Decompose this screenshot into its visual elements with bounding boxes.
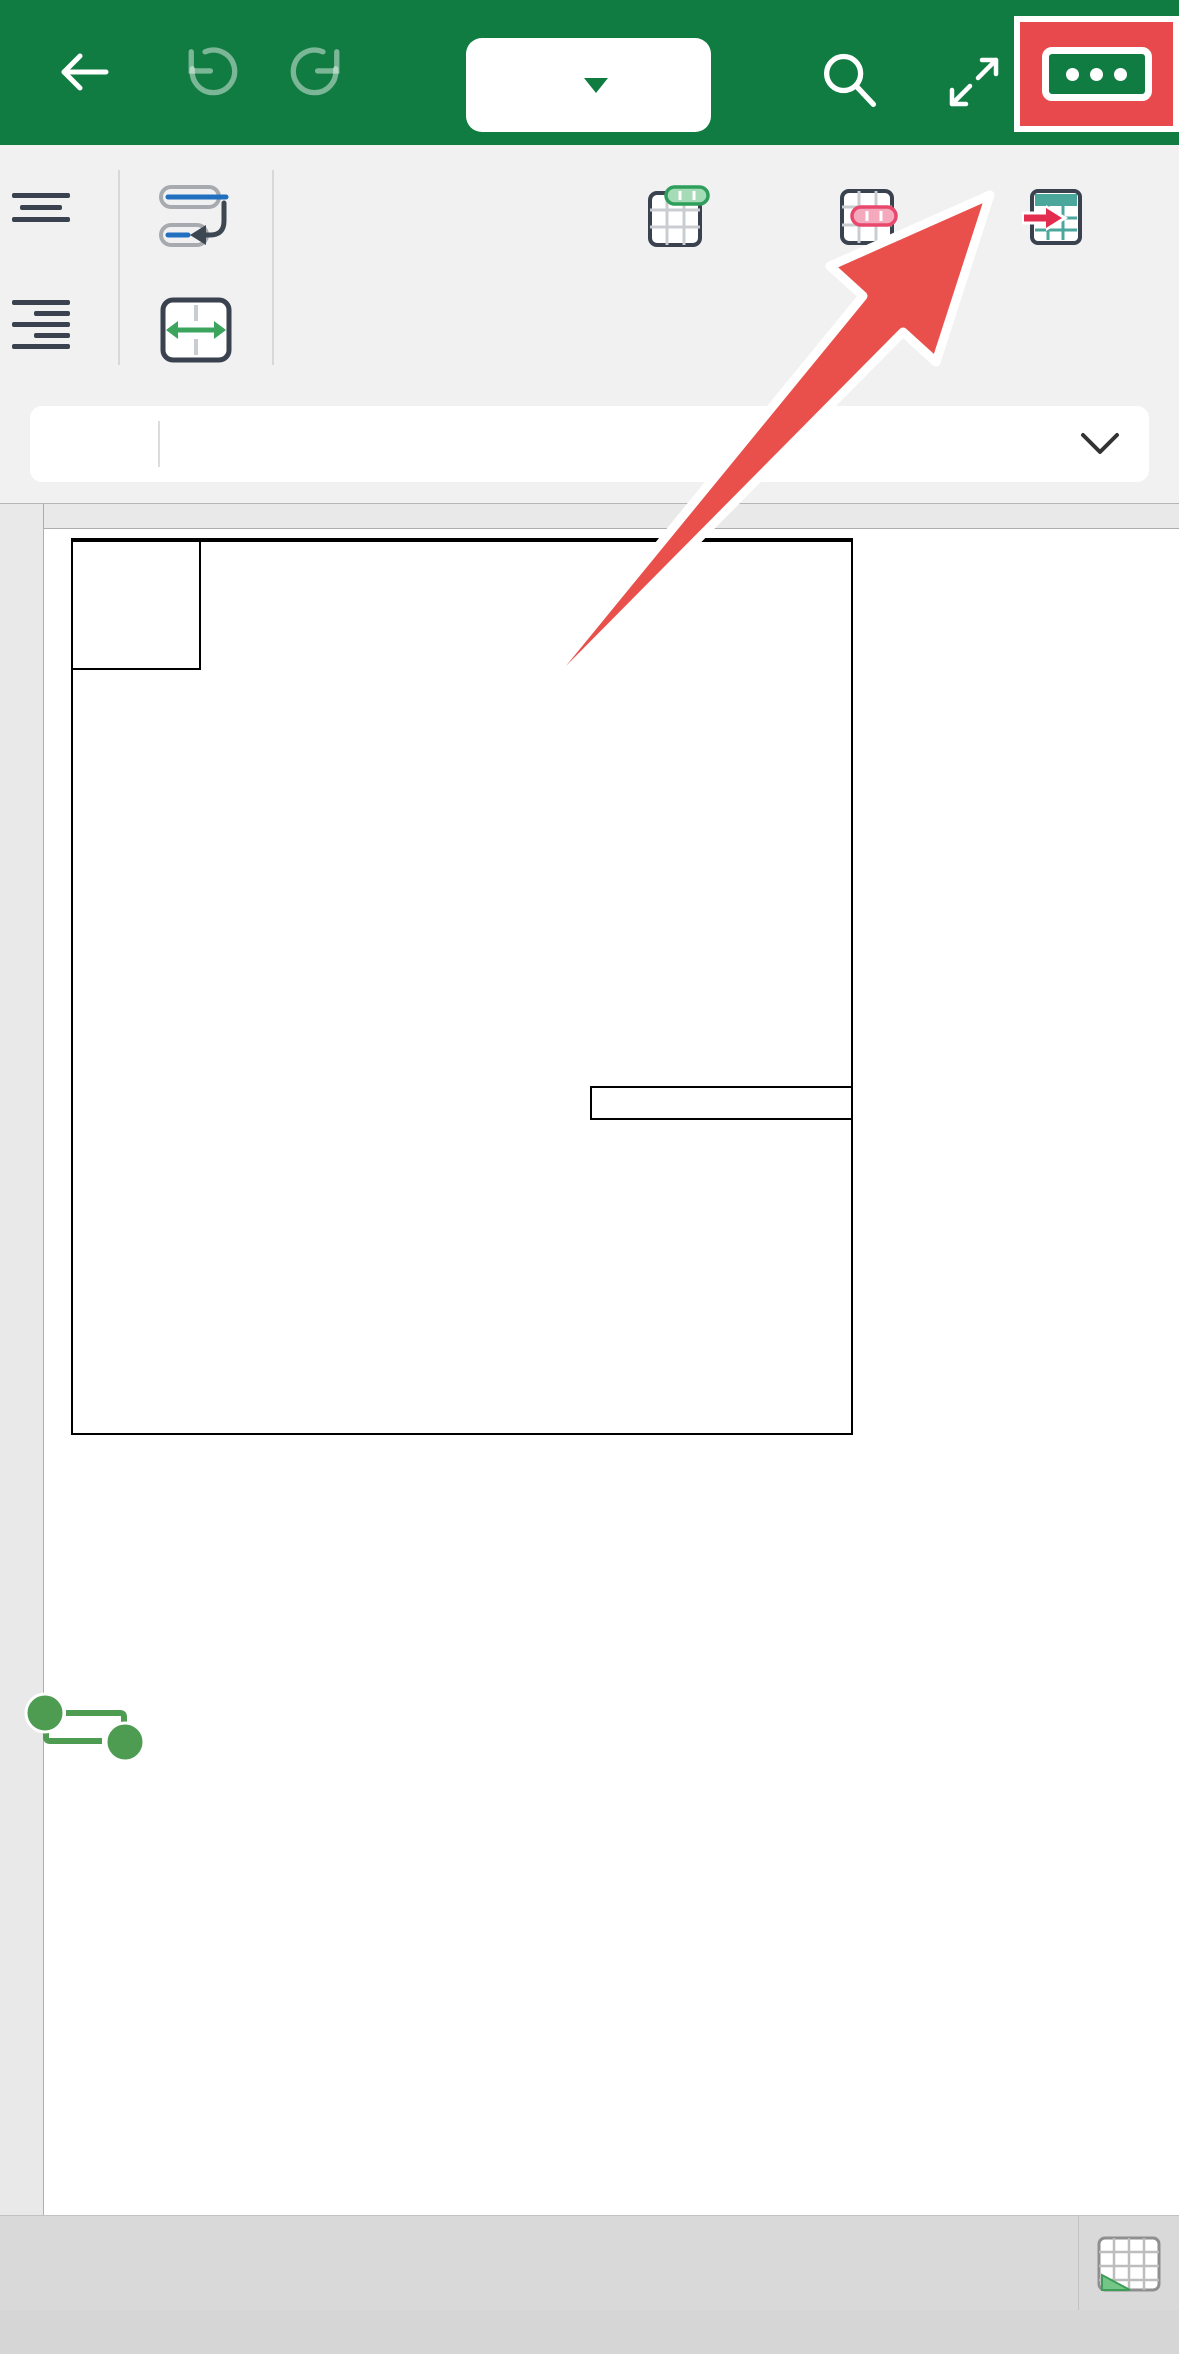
align-top-icon[interactable] (12, 193, 92, 227)
column-headers (0, 503, 1179, 529)
shipping-method-value-cell[interactable] (590, 1086, 853, 1120)
ellipsis-dot (1090, 68, 1103, 81)
back-icon[interactable] (52, 40, 116, 104)
currency-format-button[interactable] (316, 170, 392, 280)
more-options-button[interactable] (1042, 47, 1152, 101)
invoice-outer-border (71, 538, 853, 1435)
ellipsis-dot (1114, 68, 1127, 81)
percent-format-button[interactable] (316, 285, 392, 385)
autosum-icon[interactable] (455, 167, 545, 277)
toolbar (0, 145, 1179, 390)
fullscreen-icon[interactable] (942, 50, 1006, 114)
bottom-strip (0, 2310, 1179, 2354)
redo-icon[interactable] (290, 38, 358, 106)
app-bar (0, 0, 1179, 145)
sheet-view-button[interactable] (1079, 2216, 1179, 2311)
formula-bar-row (0, 390, 1179, 503)
company-logo-cell[interactable] (71, 538, 201, 670)
formula-bar[interactable] (30, 406, 1149, 482)
add-sheet-button[interactable] (911, 2216, 1079, 2311)
select-all-corner[interactable] (0, 504, 44, 528)
goto-cell-icon[interactable] (1021, 185, 1087, 249)
toolbar-separator (272, 170, 274, 365)
ellipsis-dot (1066, 68, 1079, 81)
toolbar-separator (118, 170, 120, 365)
delete-cells-icon[interactable] (837, 185, 903, 249)
spreadsheet-icon (1096, 2235, 1162, 2293)
merge-cells-icon[interactable] (160, 297, 232, 363)
formula-bar-divider (158, 421, 160, 467)
align-bottom-icon[interactable] (12, 300, 92, 350)
search-icon[interactable] (816, 48, 884, 116)
undo-icon[interactable] (170, 38, 238, 106)
sheet-tab-bar (0, 2215, 1179, 2311)
expand-formula-chevron-icon[interactable] (1079, 431, 1121, 457)
row-headers (0, 527, 44, 2215)
insert-cells-icon[interactable] (645, 185, 711, 249)
ribbon-tab-selector[interactable] (466, 38, 711, 132)
wrap-text-icon[interactable] (158, 183, 234, 255)
annotation-highlight-box (1014, 16, 1179, 132)
chevron-down-icon (584, 78, 608, 93)
